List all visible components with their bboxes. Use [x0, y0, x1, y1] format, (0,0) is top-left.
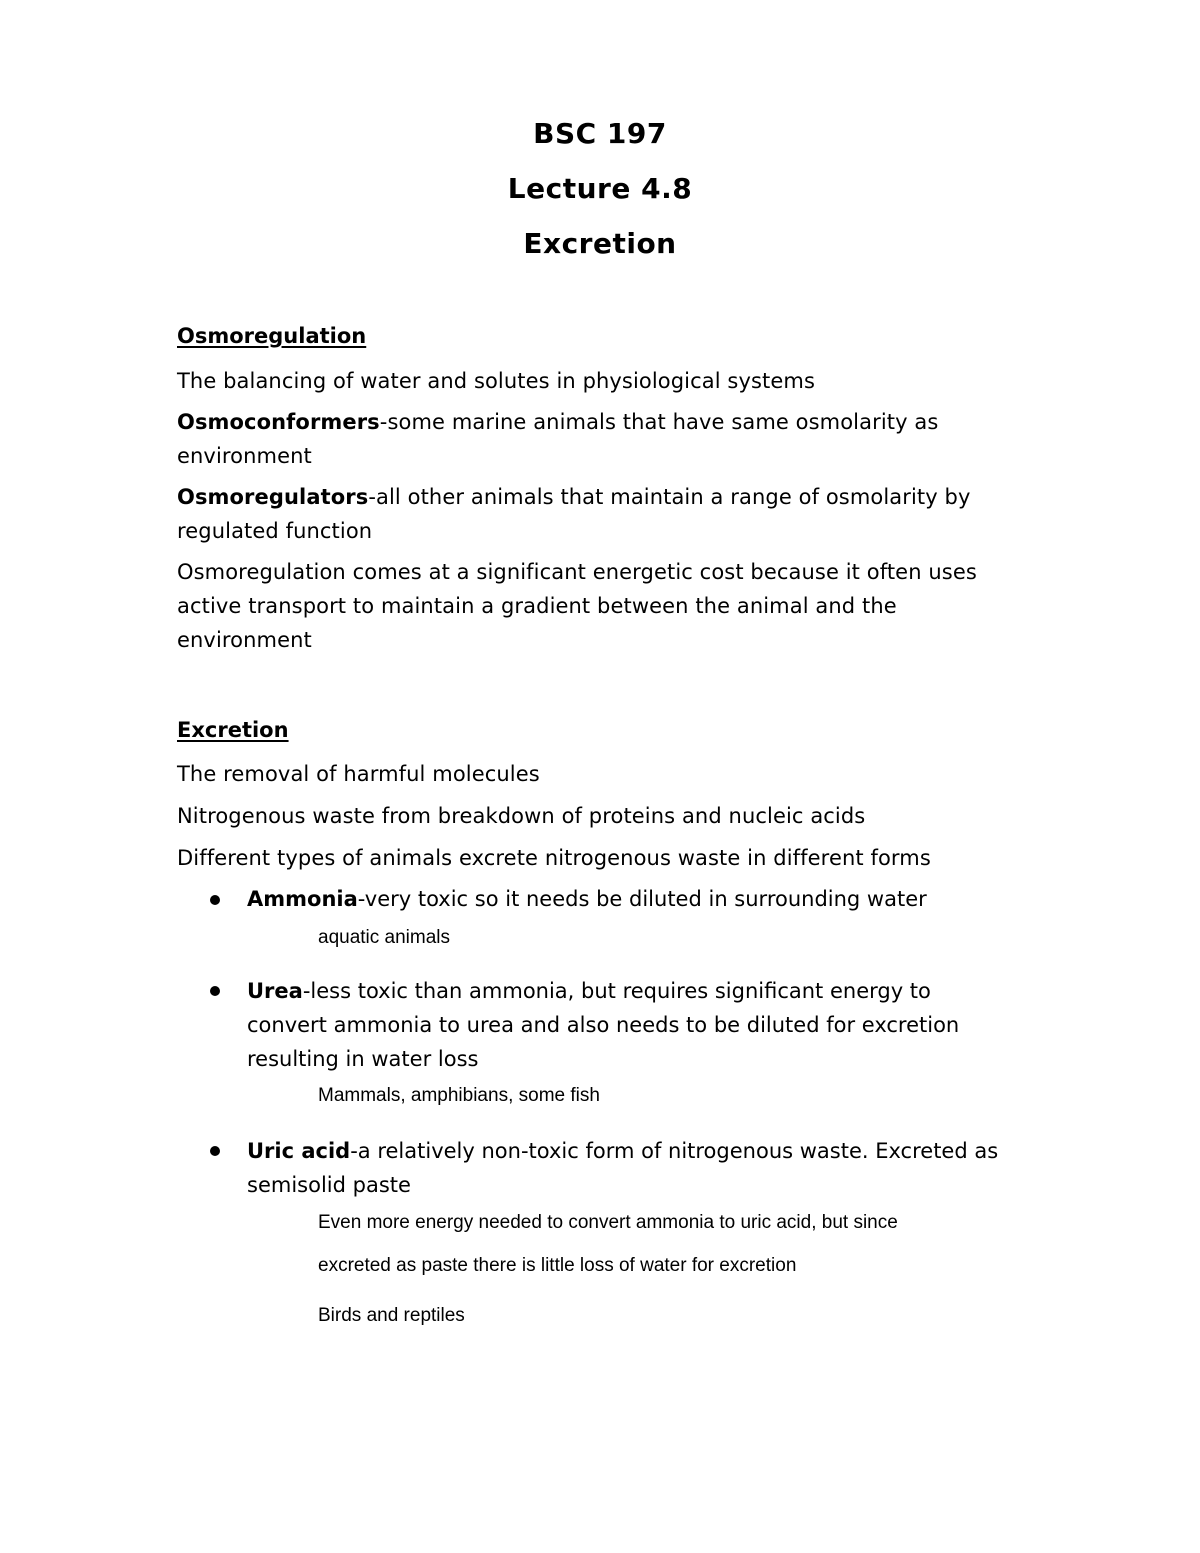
osmoregulation-cost-paragraph: Osmoregulation comes at a significant energetic cost because it often uses active transport to maintain a gradient between the animal and the environment — [177, 560, 977, 652]
osmoconformers-term: Osmoconformers — [177, 410, 380, 434]
course-title: BSC 197 — [533, 117, 667, 150]
uric-acid-note-3: Birds and reptiles — [318, 1305, 465, 1326]
urea-note: Mammals, amphibians, some fish — [318, 1085, 600, 1106]
uric-acid-term: Uric acid — [247, 1139, 351, 1163]
osmoconformers-paragraph — [177, 405, 1017, 473]
osmoregulation-definition: The balancing of water and solutes in physiological systems — [177, 369, 815, 393]
osmoconformers-text: -some marine animals that have same osmolarity as environment — [177, 410, 939, 468]
excretion-definition: The removal of harmful molecules — [177, 762, 540, 786]
ammonia-note: aquatic animals — [318, 927, 451, 948]
ammonia-term: Ammonia — [247, 887, 358, 911]
bullet-dot-urea — [210, 986, 220, 996]
lecture-title: Lecture 4.8 — [507, 172, 693, 205]
uric-acid-note-2: excreted as paste there is little loss of water for excretion — [318, 1255, 797, 1276]
excretion-forms-line: Different types of animals excrete nitrogenous waste in different forms — [177, 846, 931, 870]
osmoregulators-paragraph — [177, 480, 1017, 548]
osmoregulators-term: Osmoregulators — [177, 485, 369, 509]
bullet-ammonia — [247, 882, 1017, 916]
bullet-dot-uric-acid — [210, 1146, 220, 1156]
ammonia-text: -very toxic so it needs be diluted in surrounding water — [357, 887, 927, 911]
urea-text: -less toxic than ammonia, but requires significant energy to convert ammonia to urea and also needs to be diluted for excretion resulting in water loss — [247, 979, 960, 1071]
uric-acid-note-1: Even more energy needed to convert ammonia to uric acid, but since — [318, 1212, 898, 1233]
uric-acid-text: -a relatively non-toxic form of nitrogenous waste. Excreted as semisolid paste — [247, 1139, 999, 1197]
bullet-urea — [247, 974, 1017, 1076]
urea-term: Urea — [247, 979, 303, 1003]
osmoregulators-text: -all other animals that maintain a range of osmolarity by regulated function — [177, 485, 971, 543]
nitrogenous-waste-line: Nitrogenous waste from breakdown of proteins and nucleic acids — [177, 804, 866, 828]
topic-title: Excretion — [523, 227, 677, 260]
excretion-heading: Excretion — [177, 718, 289, 742]
bullet-uric-acid — [247, 1134, 1017, 1202]
osmoregulation-heading: Osmoregulation — [177, 324, 367, 348]
bullet-dot-ammonia — [210, 895, 220, 905]
